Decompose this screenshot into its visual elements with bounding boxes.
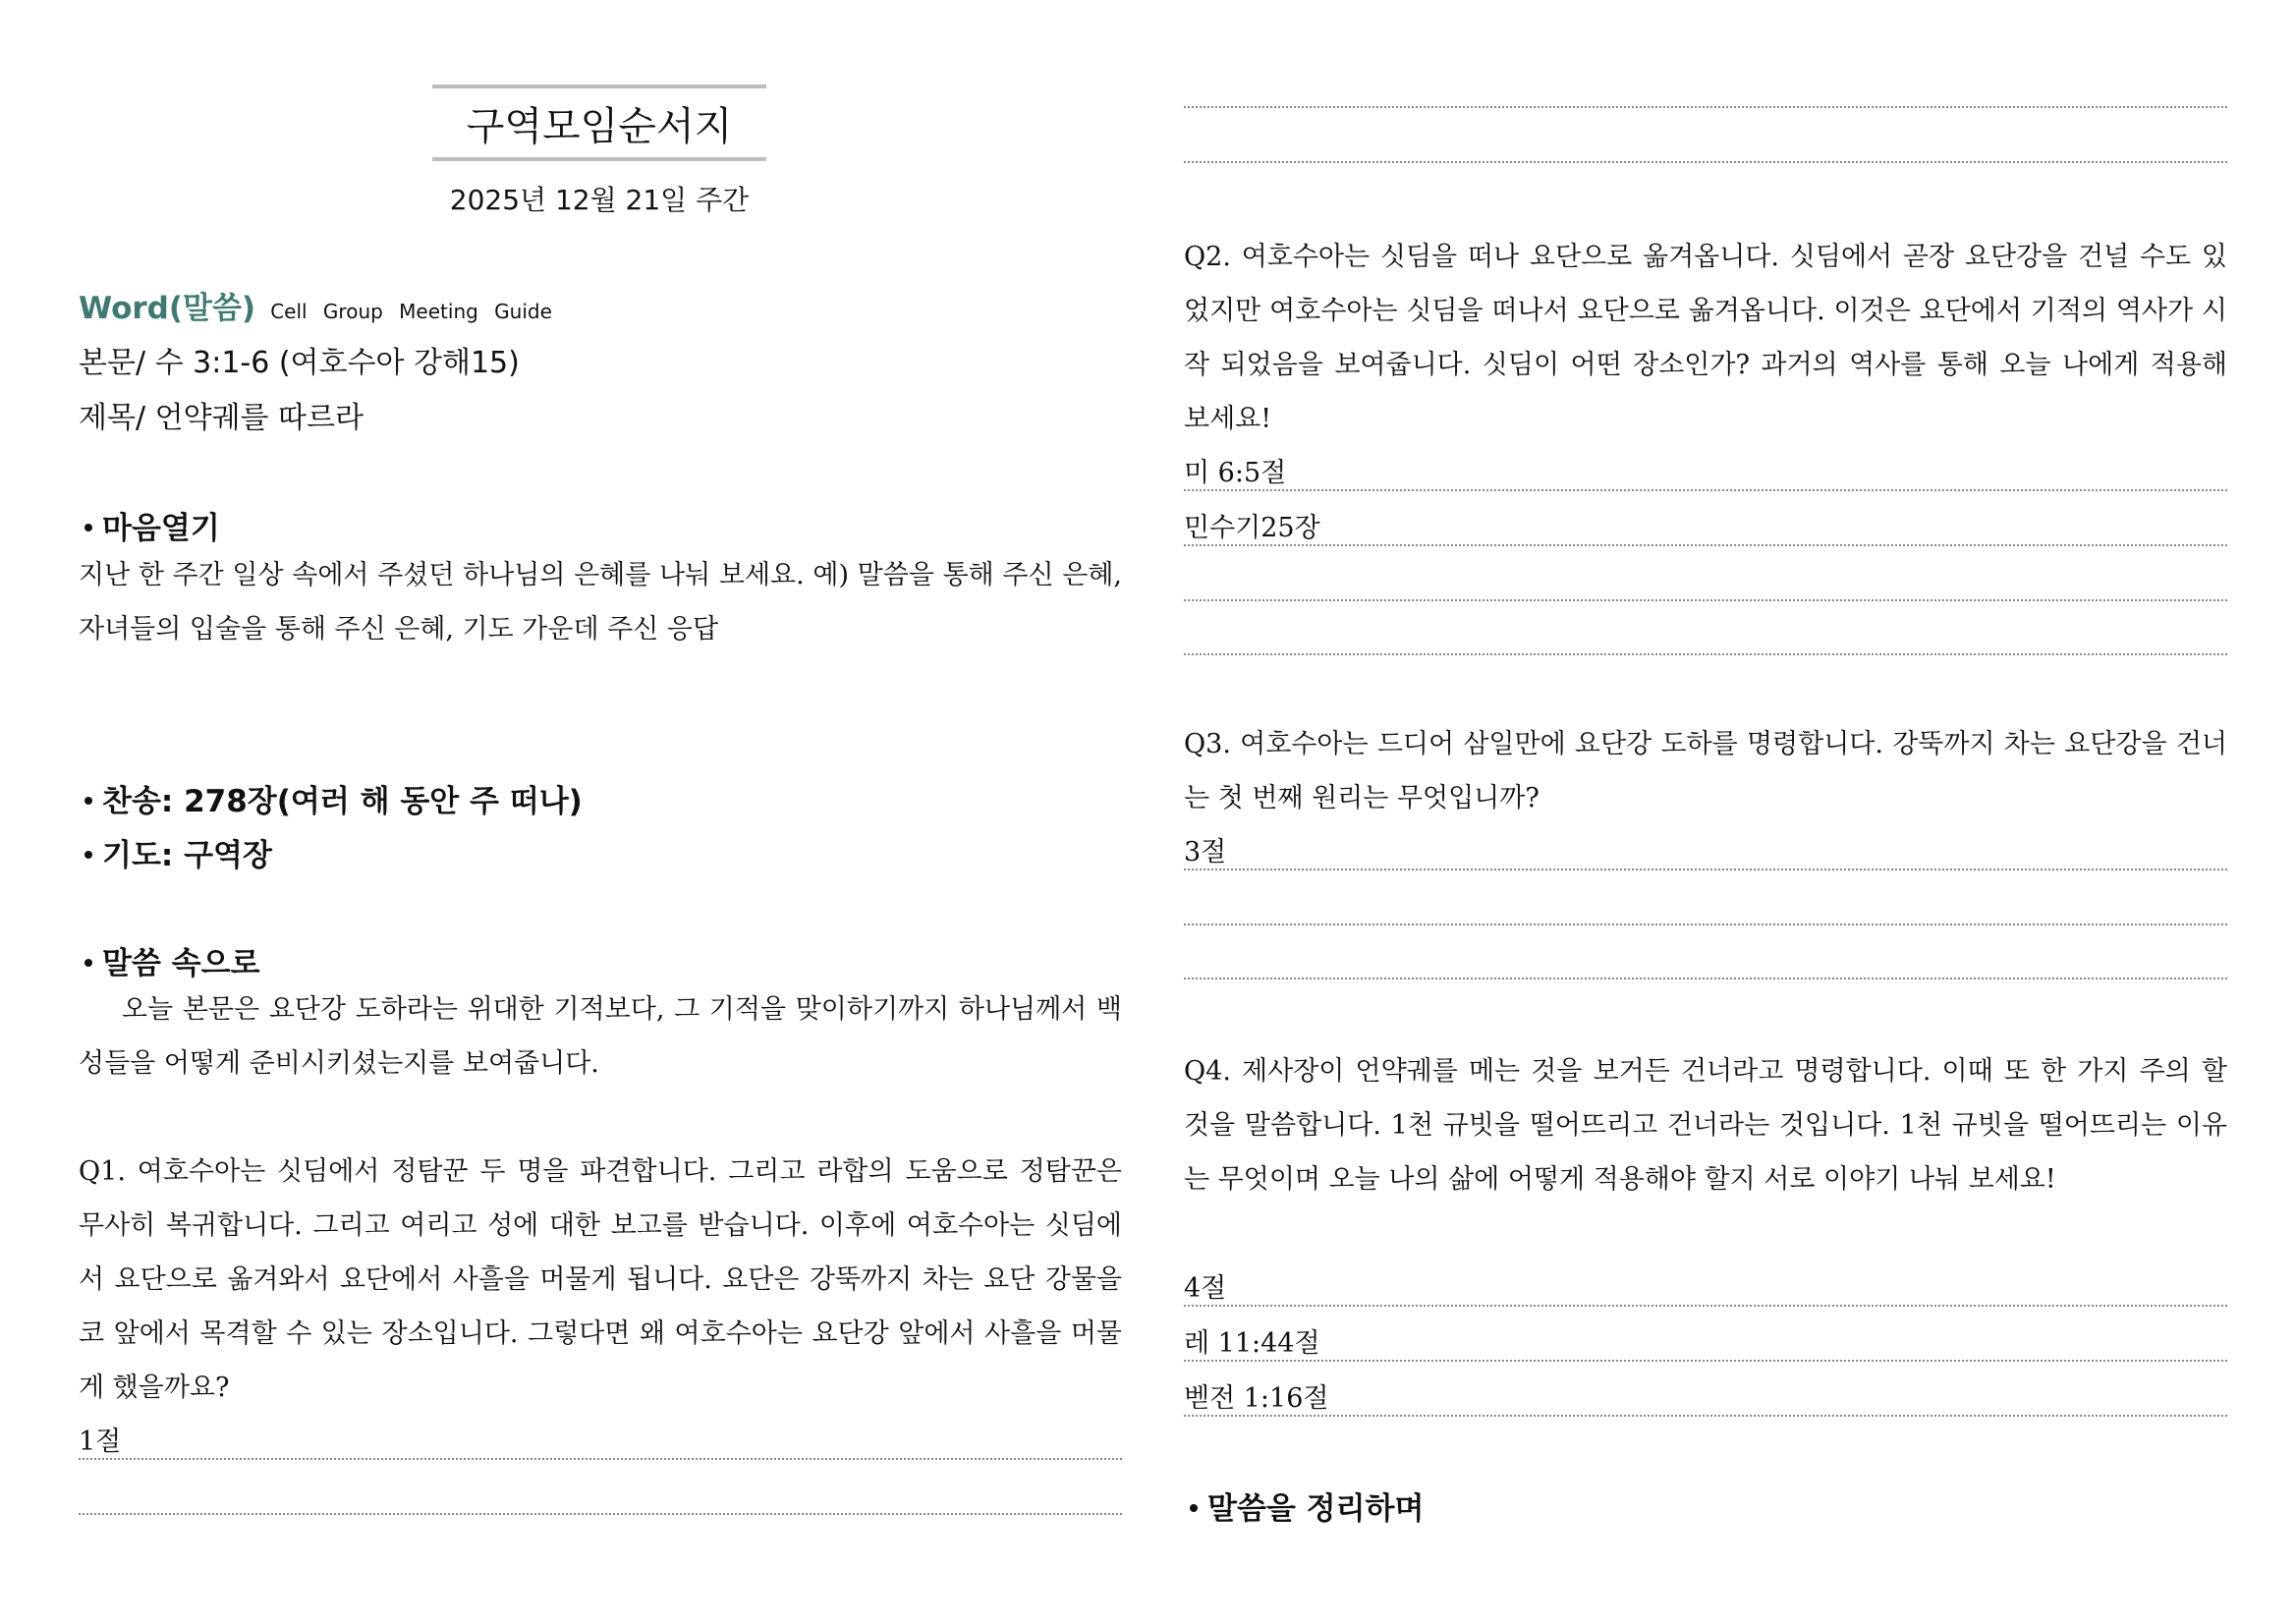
sermon-title: 제목/ 언약궤를 따르라 [79,401,364,435]
answer-blank-line [1184,978,2227,980]
bullet-icon [1190,1504,1198,1512]
answer-blank-line [1184,106,2227,108]
into-word-body: 오늘 본문은 요단강 도하라는 위대한 기적보다, 그 기적을 맞이하기까지 하나님께서 백성들을 어떻게 준비시키셨는지를 보여줍니다. [79,994,1122,1079]
hymn-line: 찬송: 278장(여러 해 동안 주 떠나) [79,776,583,820]
closing-heading: 말씀을 정리하며 [1184,1484,1424,1528]
answer-line: 벧전 1:16절 [1184,1370,2227,1417]
answer-blank-line [1184,924,2227,925]
word-subtitle: Cell Group Meeting Guide [270,300,552,323]
answer-blank-line [1184,161,2227,163]
answer-blank-line [79,1513,1122,1515]
word-label: Word(말씀) [79,291,256,326]
bullet-icon [84,851,92,859]
question-2: Q2. 여호수아는 싯딤을 떠나 요단으로 옮겨옵니다. 싯딤에서 곧장 요단강을 건널 수도 있었지만 여호수아는 싯딤을 떠나서 요단으로 옮겨옵니다. 이것은 요단에서 기적의 역사가 시작 되었음을 보여줍니다. 싯딤이 어떤 장소인가? 과거의 역사를 통해 오늘 나에게 적용해 보세요! [1184,242,2227,434]
answer-line: 레 11:44절 [1184,1315,2227,1362]
prayer-line: 기도: 구역장 [79,830,272,874]
into-word-heading: 말씀 속으로 [79,938,260,982]
answer-line: 1절 [79,1413,1122,1460]
answer-line: 3절 [1184,823,2227,870]
question-4: Q4. 제사장이 언약궤를 메는 것을 보거든 건너라고 명령합니다. 이때 또 한 가지 주의 할 것을 말씀합니다. 1천 규빗을 떨어뜨리고 건너라는 것입니다. 1천 규빗을 떨어뜨리는 이유는 무엇이며 오늘 나의 삶에 어떻게 적용해야 할지 서로 이야기 나눠 보세요! [1184,1056,2227,1195]
answer-blank-line [1184,653,2227,655]
scripture-text: 본문/ 수 3:1-6 (여호수아 강해15) [79,346,520,380]
question-3: Q3. 여호수아는 드디어 삼일만에 요단강 도하를 명령합니다. 강뚝까지 차는 요단강을 건너는 첫 번째 원리는 무엇입니까? [1184,729,2227,813]
question-1: Q1. 여호수아는 싯딤에서 정탐꾼 두 명을 파견합니다. 그리고 라합의 도움으로 정탐꾼은 무사히 복귀합니다. 그리고 여리고 성에 대한 보고를 받습니다. 이후에 여호수아는 싯딤에서 요단으로 옮겨와서 요단에서 사흘을 머물게 됩니다. 요단은 강뚝까지 차는 요단 강물을 코 앞에서 목격할 수 있는 장소입니다. 그렇다면 왜 여호수아는 요단강 앞에서 사흘을 머물게 했을까요? [79,1156,1122,1403]
opening-heading: 마음열기 [79,503,220,547]
page-title: 구역모임순서지 [432,84,766,161]
meeting-date: 2025년 12월 21일 주간 [449,184,750,216]
opening-body: 지난 한 주간 일상 속에서 주셨던 하나님의 은혜를 나눠 보세요. 예) 말씀을 통해 주신 은혜, 자녀들의 입술을 통해 주신 은혜, 기도 가운데 주신 응답 [79,560,1122,644]
answer-line: 미 6:5절 [1184,444,2227,491]
bullet-icon [84,959,92,967]
bullet-icon [84,797,92,805]
answer-line: 민수기25장 [1184,499,2227,546]
answer-blank-line [1184,599,2227,601]
bullet-icon [84,524,92,532]
answer-line: 4절 [1184,1260,2227,1307]
word-heading [79,283,552,327]
